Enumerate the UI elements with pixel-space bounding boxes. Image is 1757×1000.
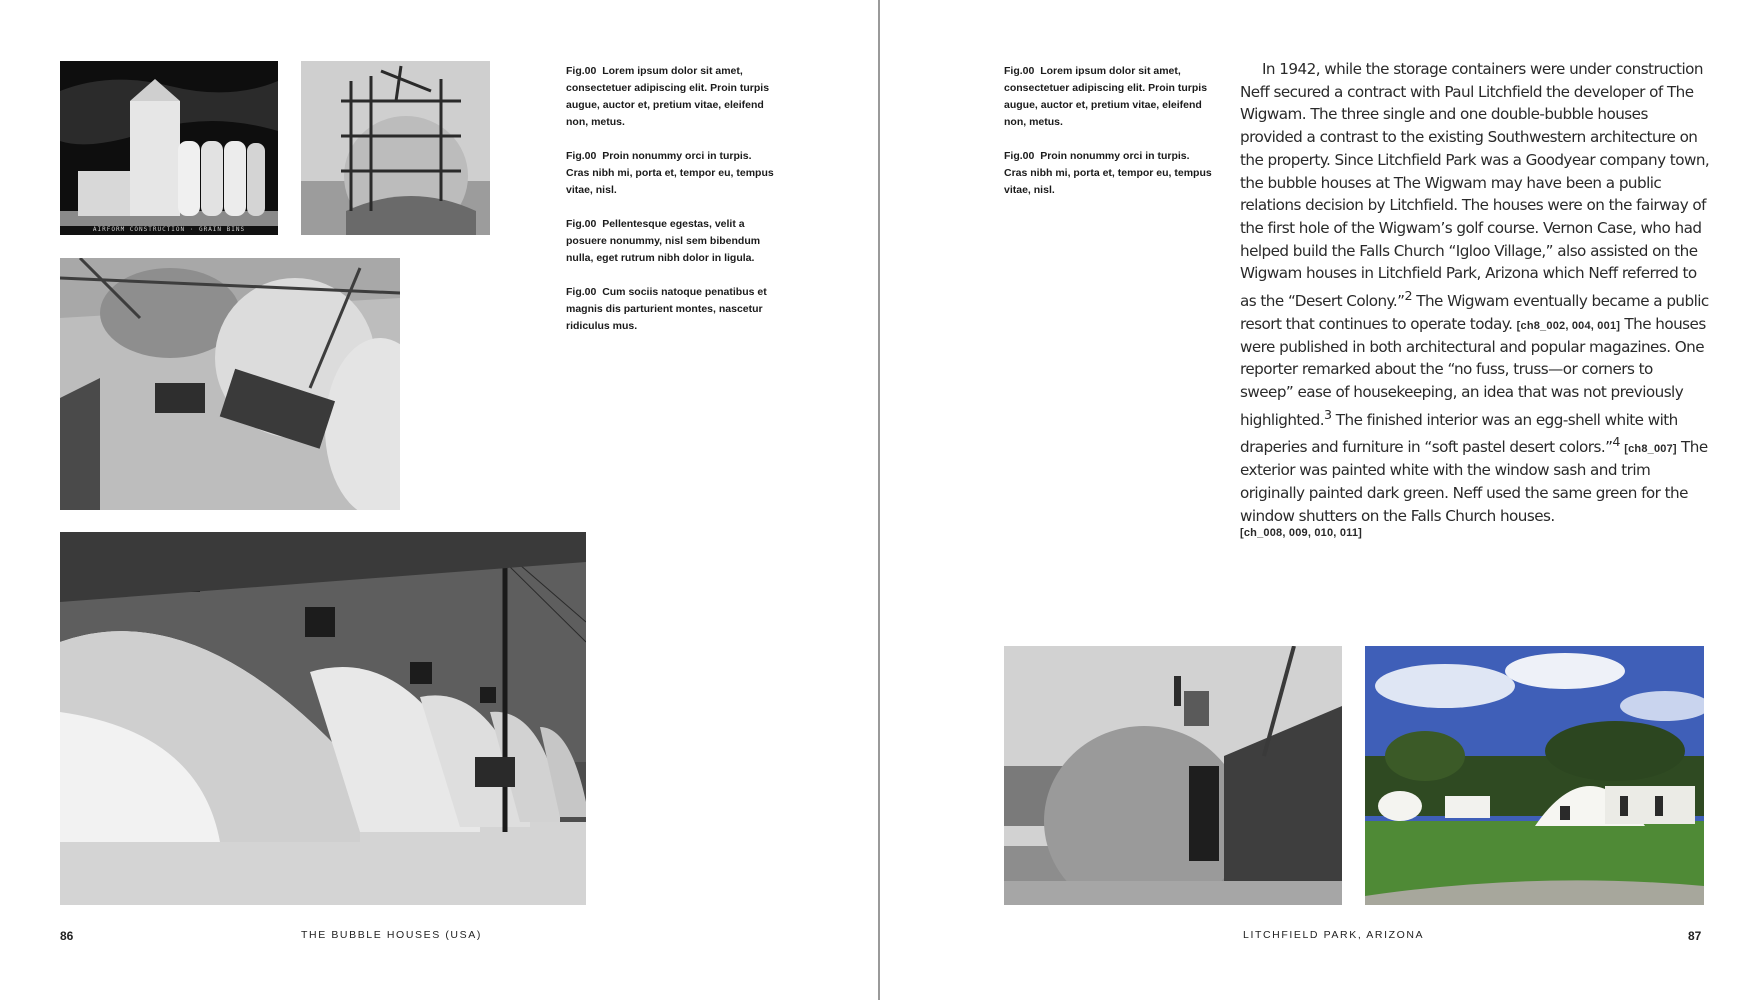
photo-bubble-house-construction: [1004, 646, 1342, 905]
image-reference: [ch_008, 009, 010, 011]: [1240, 527, 1363, 540]
body-paragraph: In 1942, while the storage containers were under construction Neff secured a contract with Paul Litchfield the developer of The Wigwam. The three single and one double-bubble houses provided a contrast to the existing Southwestern architecture on the property. Since Litchfield Park was a Goodyear company town, the bubble houses at The Wigwam may have been a public relations decision by Litchfield. The houses were on the fairway of the first hole of the Wigwam’s golf course. Vernon Case, who had helped build the Falls Church “Igloo Village,” also assisted on the Wigwam houses in Litchfield Park, Arizona which Neff referred to as the “Desert Colony.”$^2$ The Wigwam eventually became a public resort that continues to operate today. [ch8_002, 004, 001] The houses were published in both architectural and popular magazines. One reporter remarked about the “no fuss, truss—or corners to sweep” ease of housekeeping, an idea that was not previously highlighted.$^3$ The finished interior was an egg-shell white with draperies and furniture in “soft pastel desert colors.”$^4$ [ch8_007] The exterior was painted white with the window sash and trim originally painted dark green. Neff used the same green for the window shutters on the Falls Church houses. [ch_008, 009, 010, 011]: [1240, 60, 1710, 540]
photo-dome-scaffolding: [301, 61, 490, 235]
caption: Fig.00 Lorem ipsum dolor sit amet, consectetuer adipiscing elit. Proin turpis augue, auctor et, pretium vitae, eleifend non, metus.: [1004, 65, 1208, 128]
image-reference: [ch8_002, 004, 001]: [1516, 319, 1621, 332]
photo-label: AIRFORM CONSTRUCTION · GRAIN BINS: [92, 226, 246, 233]
image-reference: [ch8_007]: [1624, 443, 1677, 456]
footnote-marker: 4: [1612, 434, 1620, 450]
running-head-left: THE BUBBLE HOUSES (USA): [301, 929, 482, 941]
photo-dome-construction-truck: [60, 258, 400, 510]
body-text: [1240, 58, 1710, 539]
caption: Fig.00 Proin nonummy orci in turpis. Cras nibh mi, porta et, tempor eu, tempus vitae, nisl.: [566, 150, 774, 196]
dome-scaffolding-image: [301, 61, 490, 235]
page-number-left: 86: [60, 929, 74, 943]
book-gutter: [878, 0, 880, 1000]
right-captions: [1004, 63, 1214, 216]
grain-silos-image: [60, 61, 278, 235]
photo-grain-silos: [60, 61, 278, 235]
caption: Fig.00 Cum sociis natoque penatibus et magnis dis parturient montes, nascetur ridiculus mus.: [566, 286, 767, 332]
footnote-marker: 3: [1323, 406, 1332, 422]
grain-bins-row-image: [60, 532, 586, 905]
caption: Fig.00 Proin nonummy orci in turpis. Cras nibh mi, porta et, tempor eu, tempus vitae, nisl.: [1004, 150, 1212, 196]
photo-grain-bins-row: [60, 532, 586, 905]
left-captions: [566, 63, 776, 352]
bubble-house-construction-image: [1004, 646, 1342, 905]
bubble-houses-color-image: [1365, 646, 1704, 905]
page-number-right: 87: [1688, 929, 1702, 943]
footnote-marker: 2: [1404, 288, 1412, 304]
dome-construction-image: [60, 258, 400, 510]
running-head-right: LITCHFIELD PARK, ARIZONA: [1243, 929, 1425, 941]
caption: Fig.00 Pellentesque egestas, velit a posuere nonummy, nisl sem bibendum nulla, eget rutrum nibh dolor in ligula.: [566, 218, 761, 264]
caption: Fig.00 Lorem ipsum dolor sit amet, consectetuer adipiscing elit. Proin turpis augue, auctor et, pretium vitae, eleifend non, metus.: [566, 65, 770, 128]
photo-bubble-houses-color: [1365, 646, 1704, 905]
